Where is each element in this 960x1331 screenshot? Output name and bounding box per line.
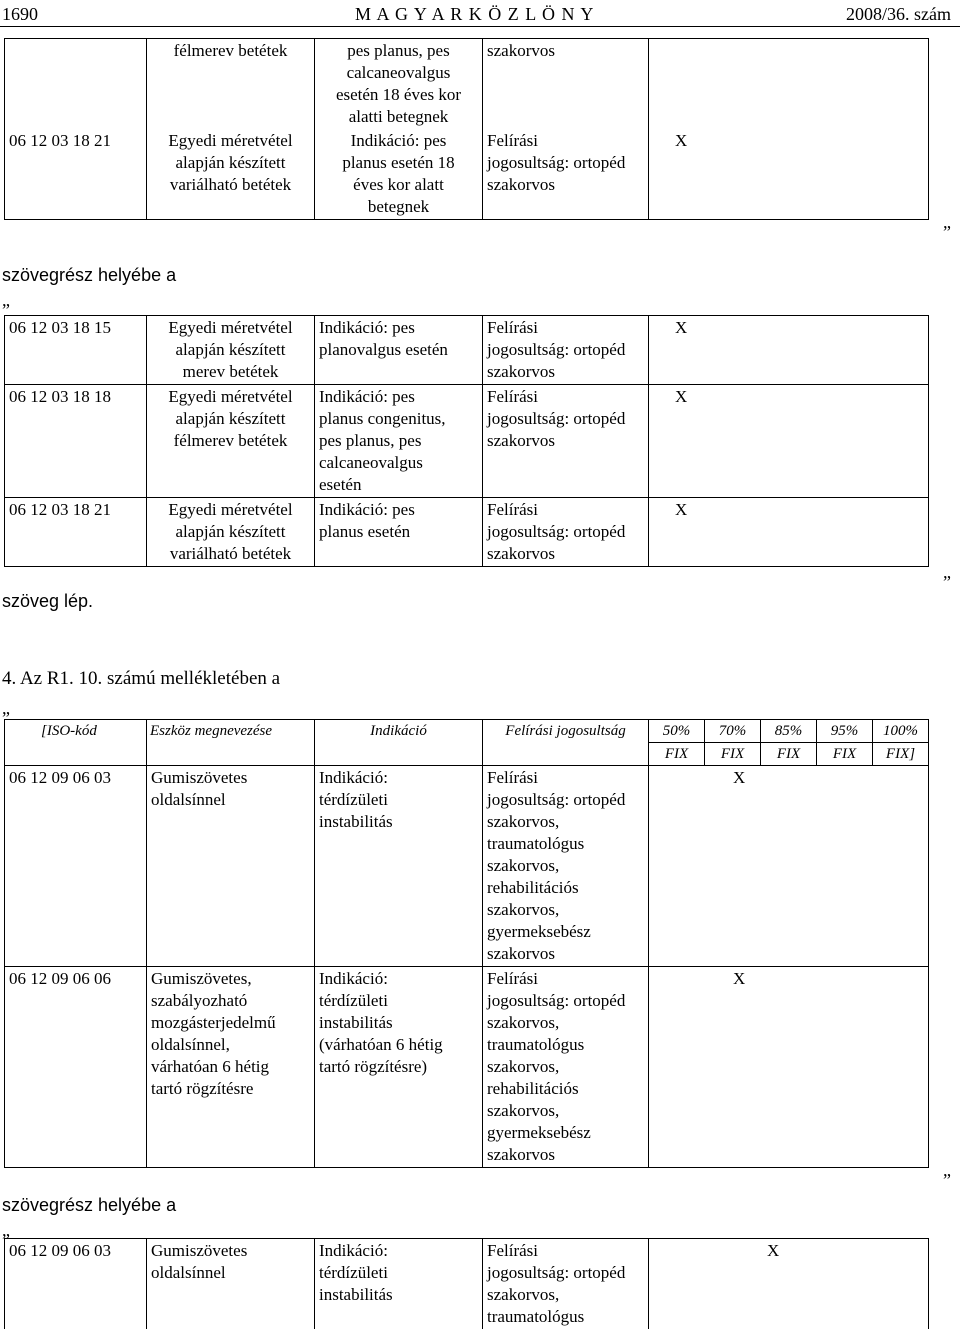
- opening-quote: „: [2, 290, 10, 310]
- name-cell: Egyedi méretvétel alapján készített variálható betétek: [147, 129, 315, 220]
- closing-quote: ”: [943, 1170, 951, 1190]
- name-cell: Gumiszövetes, szabályozható mozgásterjedelmű oldalsínnel, várhatóan 6 hétig tartó rögzítésre: [147, 967, 315, 1168]
- prescription-cell: Felírási jogosultság: ortopéd szakorvos, traumatológus szakorvos, rehabilitációs szakorvos, gyermeksebész szakorvos: [483, 766, 649, 967]
- header-code: [ISO-kód: [5, 720, 147, 743]
- fix-label: FIX: [705, 743, 761, 766]
- prescription-cell: Felírási jogosultság: ortopéd szakorvos: [483, 316, 649, 385]
- opening-quote: „: [2, 1220, 10, 1240]
- table-row: [5, 129, 929, 220]
- closing-quote: ”: [943, 572, 951, 592]
- name-cell: félmerev betétek: [147, 39, 315, 130]
- table-row: [5, 385, 929, 498]
- mark-cell: X: [649, 766, 929, 967]
- mark-cell: X: [649, 967, 929, 1168]
- section-heading: 4. Az R1. 10. számú mellékletében a: [2, 668, 281, 689]
- mark-cell: X: [649, 129, 929, 220]
- name-cell: Gumiszövetes oldalsínnel: [147, 1239, 315, 1330]
- header-name: Eszköz megnevezése: [147, 720, 315, 743]
- journal-title: M A G Y A R K Ö Z L Ö N Y: [355, 4, 595, 24]
- replace-text: szövegrész helyébe a: [2, 265, 177, 285]
- indication-cell: Indikáció: pes planovalgus esetén: [315, 316, 483, 385]
- mark-cell: X: [649, 498, 929, 567]
- header-50: 50%: [649, 720, 705, 743]
- replace-text: szövegrész helyébe a: [2, 1195, 177, 1215]
- header-70: 70%: [705, 720, 761, 743]
- indication-cell: Indikáció: pes planus congenitus, pes planus, pes calcaneovalgus esetén: [315, 385, 483, 498]
- indication-cell: Indikáció: térdízületi instabilitás: [315, 766, 483, 967]
- code-cell: 06 12 09 06 03: [5, 766, 147, 967]
- name-cell: Egyedi méretvétel alapján készített variálható betétek: [147, 498, 315, 567]
- prescription-cell: Felírási jogosultság: ortopéd szakorvos: [483, 498, 649, 567]
- fix-label: FIX]: [873, 743, 929, 766]
- mark-cell: X: [649, 316, 929, 385]
- prescription-cell: Felírási jogosultság: ortopéd szakorvos, traumatológus: [483, 1239, 649, 1330]
- prescription-cell: szakorvos: [483, 39, 649, 130]
- code-cell: [5, 39, 147, 130]
- header-indication: Indikáció: [315, 720, 483, 743]
- indication-cell: Indikáció: pes planus esetén 18 éves kor alatt betegnek: [315, 129, 483, 220]
- table-row: [5, 316, 929, 385]
- table-knee-orthoses: [4, 719, 929, 1168]
- page-header: [0, 2, 960, 27]
- fix-label: FIX: [649, 743, 705, 766]
- table-row: [5, 967, 929, 1168]
- code-cell: 06 12 03 18 21: [5, 498, 147, 567]
- code-cell: 06 12 03 18 18: [5, 385, 147, 498]
- page-number: 1690: [2, 4, 38, 24]
- code-cell: 06 12 03 18 15: [5, 316, 147, 385]
- mark-cell: X: [649, 1239, 929, 1330]
- mark-cell: X: [649, 385, 929, 498]
- closing-quote: ”: [943, 222, 951, 242]
- table-replacement-knee: [4, 1238, 929, 1329]
- step-text: szöveg lép.: [2, 591, 94, 611]
- header-85: 85%: [761, 720, 817, 743]
- table-row: [5, 766, 929, 967]
- issue-number: 2008/36. szám: [846, 4, 951, 24]
- table-row: [5, 1239, 929, 1330]
- table-row: [5, 498, 929, 567]
- table-header-row: [5, 720, 929, 743]
- indication-cell: Indikáció: pes planus esetén: [315, 498, 483, 567]
- table-replacement-insoles: [4, 315, 929, 567]
- prescription-cell: Felírási jogosultság: ortopéd szakorvos: [483, 385, 649, 498]
- name-cell: Egyedi méretvétel alapján készített merev betétek: [147, 316, 315, 385]
- code-cell: 06 12 03 18 21: [5, 129, 147, 220]
- indication-cell: pes planus, pes calcaneovalgus esetén 18 éves kor alatti betegnek: [315, 39, 483, 130]
- prescription-cell: Felírási jogosultság: ortopéd szakorvos, traumatológus szakorvos, rehabilitációs szakorvos, gyermeksebész szakorvos: [483, 967, 649, 1168]
- name-cell: Gumiszövetes oldalsínnel: [147, 766, 315, 967]
- table-continuation: [4, 38, 929, 220]
- indication-cell: Indikáció: térdízületi instabilitás: [315, 1239, 483, 1330]
- header-95: 95%: [817, 720, 873, 743]
- code-cell: 06 12 09 06 06: [5, 967, 147, 1168]
- indication-cell: Indikáció: térdízületi instabilitás (várhatóan 6 hétig tartó rögzítésre): [315, 967, 483, 1168]
- table-row: [5, 39, 929, 130]
- header-100: 100%: [873, 720, 929, 743]
- mark-cell: [649, 39, 929, 130]
- opening-quote: „: [2, 698, 10, 718]
- fix-label: FIX: [761, 743, 817, 766]
- prescription-cell: Felírási jogosultság: ortopéd szakorvos: [483, 129, 649, 220]
- name-cell: Egyedi méretvétel alapján készített félmerev betétek: [147, 385, 315, 498]
- code-cell: 06 12 09 06 03: [5, 1239, 147, 1330]
- fix-label: FIX: [817, 743, 873, 766]
- table-header-row: [5, 743, 929, 766]
- header-prescription: Felírási jogosultság: [483, 720, 649, 743]
